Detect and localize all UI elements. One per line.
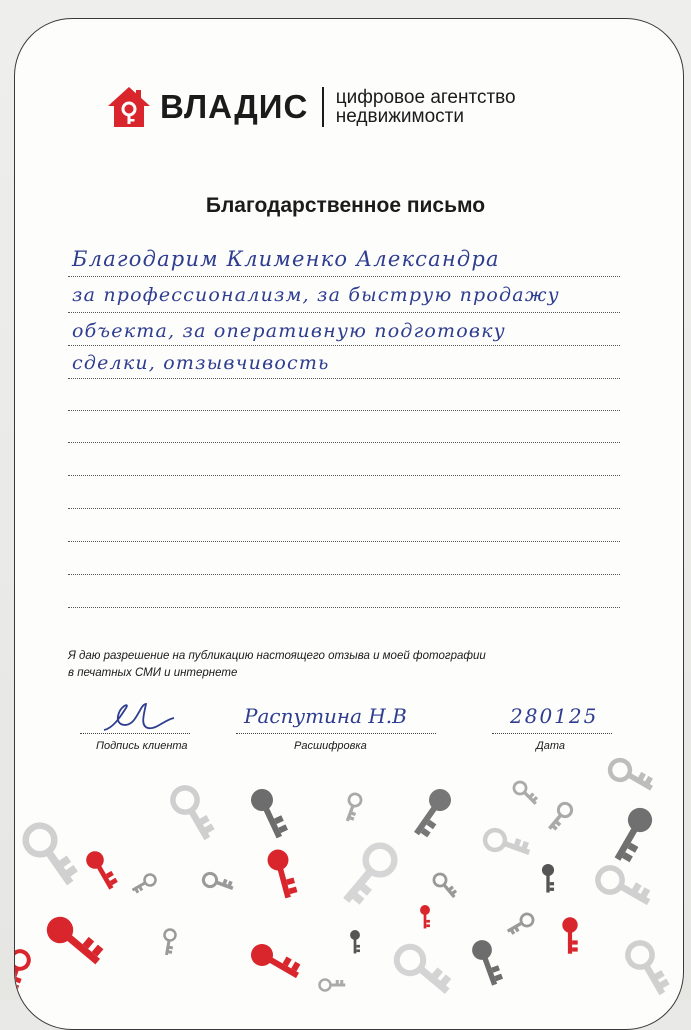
key-icon <box>562 917 577 953</box>
key-icon <box>431 871 458 900</box>
brand-tagline-line2: недвижимости <box>335 106 464 127</box>
handwritten-line-3: объекта, за оперативную подготовку <box>72 320 506 342</box>
key-icon <box>20 820 81 891</box>
handwritten-line-4: сделки, отзывчивость <box>72 352 330 374</box>
key-icon <box>130 872 158 894</box>
consent-line2: в печатных СМИ и интернете <box>68 667 238 679</box>
key-icon <box>593 863 654 912</box>
date-value: 280125 <box>510 704 599 728</box>
key-icon <box>83 848 119 893</box>
key-icon <box>607 803 657 865</box>
date-label: Дата <box>536 740 566 752</box>
key-icon <box>161 929 176 956</box>
key-icon <box>391 941 455 1000</box>
key-icon <box>168 783 217 844</box>
key-icon <box>542 864 554 893</box>
handwritten-line-2: за профессионализм, за быструю продажу <box>72 284 560 306</box>
handwritten-line-1: Благодарим Клименко Александра <box>72 247 500 271</box>
key-icon <box>407 785 455 840</box>
letter-title: Благодарственное письмо <box>205 194 486 217</box>
key-icon <box>202 872 235 895</box>
key-icon <box>469 937 504 988</box>
key-icon <box>420 905 430 928</box>
key-icon <box>247 940 303 985</box>
key-icon <box>511 779 539 807</box>
brand-name: ВЛАДИС <box>160 88 309 125</box>
key-icon <box>505 912 535 937</box>
key-icon <box>41 911 106 971</box>
consent-line1: Я даю разрешение на публикацию настоящего отзыва и моей фотографии <box>68 650 486 662</box>
key-icon <box>247 785 289 841</box>
key-icon <box>342 792 363 822</box>
client-signature-label: Подпись клиента <box>96 740 188 752</box>
decoding-label: Расшифровка <box>294 740 367 752</box>
key-icon <box>265 847 298 900</box>
key-icon <box>482 827 532 861</box>
key-icon <box>545 801 575 833</box>
decoding-value: Распутина Н.В <box>244 704 407 728</box>
key-icon <box>320 980 346 991</box>
key-icon <box>1 949 31 993</box>
key-icon <box>350 930 360 953</box>
brand-tagline-line1: цифровое агентство <box>335 87 516 108</box>
key-icon <box>623 938 672 999</box>
key-icon <box>336 840 401 909</box>
key-icon <box>606 756 656 796</box>
